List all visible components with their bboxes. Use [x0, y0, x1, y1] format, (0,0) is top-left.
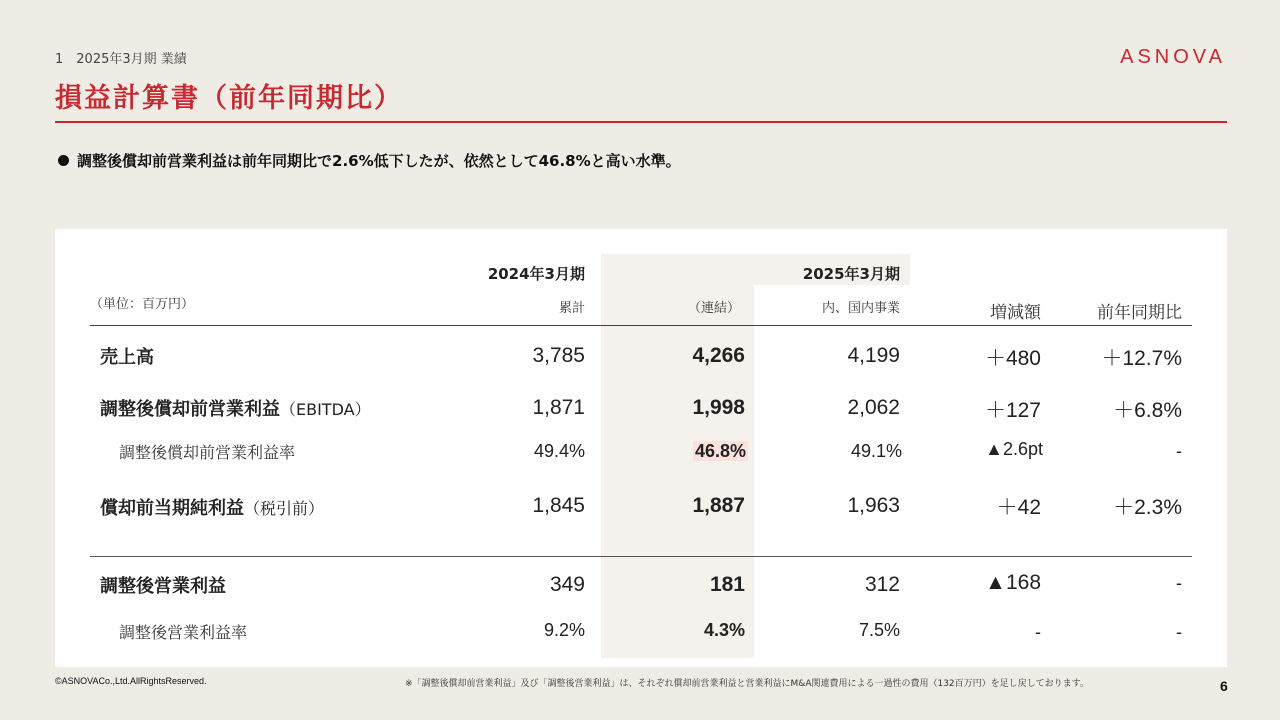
- section-label: 1 2025年3月期 業績: [55, 52, 187, 67]
- header-rule: [90, 325, 1192, 326]
- ebitda-margin-domestic: 49.1%: [850, 441, 902, 461]
- ebitda-margin-prev: 49.4%: [533, 441, 585, 461]
- ebitda-margin-yoy: -: [1176, 441, 1182, 461]
- pretax-income-yoy: ＋2.3%: [1113, 496, 1182, 519]
- summary-bullet: [58, 150, 681, 171]
- operating-income-domestic: 312: [864, 573, 900, 596]
- consolidated-header: （連結）: [687, 301, 740, 316]
- ebitda-yoy: ＋6.8%: [1113, 399, 1182, 422]
- row-label-sales: 売上高: [100, 347, 154, 368]
- title-divider: [55, 121, 1227, 123]
- operating-margin-consolidated: 4.3%: [703, 620, 745, 640]
- summary-text: 調整後償却前営業利益は前年同期比で2.6%低下したが、依然として46.8%と高い水準。: [77, 152, 681, 170]
- sales-yoy: ＋12.7%: [1101, 347, 1182, 370]
- row-label-ebitda-margin: 調整後償却前営業利益率: [119, 443, 296, 462]
- sales-change: ＋480: [984, 347, 1041, 370]
- domestic-header: 内、国内事業: [821, 301, 900, 316]
- row-label-pretax-income: 償却前当期純利益（税引前）: [100, 498, 325, 519]
- yoy-header: 前年同期比: [1097, 303, 1182, 323]
- operating-income-consolidated: 181: [709, 573, 745, 596]
- section-rule: [90, 556, 1192, 557]
- pretax-income-domestic: 1,963: [847, 494, 900, 517]
- pretax-income-prev: 1,845: [532, 494, 585, 517]
- ebitda-margin-consolidated: 46.8%: [694, 441, 746, 461]
- sales-consolidated: 4,266: [692, 344, 745, 367]
- row-label-operating-income: 調整後営業利益: [100, 576, 226, 597]
- operating-margin-domestic: 7.5%: [858, 620, 900, 640]
- ebitda-margin-change: ▲2.6pt: [985, 439, 1043, 459]
- sales-prev: 3,785: [532, 344, 585, 367]
- copyright: ©ASNOVACo.,Ltd.AllRightsReserved.: [55, 676, 207, 686]
- sales-domestic: 4,199: [847, 344, 900, 367]
- pretax-income-consolidated: 1,887: [692, 494, 745, 517]
- period-curr-header: 2025年3月期: [802, 265, 900, 283]
- change-header: 増減額: [990, 303, 1041, 323]
- row-label-operating-margin: 調整後営業利益率: [119, 623, 248, 642]
- ebitda-change: ＋127: [984, 399, 1041, 422]
- operating-margin-prev: 9.2%: [543, 620, 585, 640]
- operating-income-yoy: -: [1176, 573, 1182, 593]
- row-label-ebitda: 調整後償却前営業利益（EBITDA）: [100, 399, 371, 420]
- company-logo: ASNOVA: [1120, 46, 1226, 68]
- page-title: 損益計算書（前年同期比）: [55, 83, 403, 114]
- ebitda-domestic: 2,062: [847, 396, 900, 419]
- operating-margin-change: -: [1035, 622, 1041, 642]
- page-number: 6: [1220, 678, 1228, 694]
- prev-cumulative-header: 累計: [558, 301, 585, 316]
- operating-margin-yoy: -: [1176, 622, 1182, 642]
- pretax-income-change: ＋42: [996, 496, 1041, 519]
- ebitda-prev: 1,871: [532, 396, 585, 419]
- ebitda-consolidated: 1,998: [692, 396, 745, 419]
- income-statement-table: [55, 229, 1227, 667]
- operating-income-prev: 349: [549, 573, 585, 596]
- unit-label: （単位：百万円）: [90, 297, 195, 312]
- period-prev-header: 2024年3月期: [487, 265, 585, 283]
- operating-income-change: ▲168: [985, 571, 1041, 594]
- bullet-dot-icon: [58, 155, 69, 166]
- footnote: ※「調整後償却前営業利益」及び「調整後営業利益」は、それぞれ償却前営業利益と営業利益にM&A関連費用による一過性の費用（132百万円）を足し戻しております。: [405, 679, 1089, 689]
